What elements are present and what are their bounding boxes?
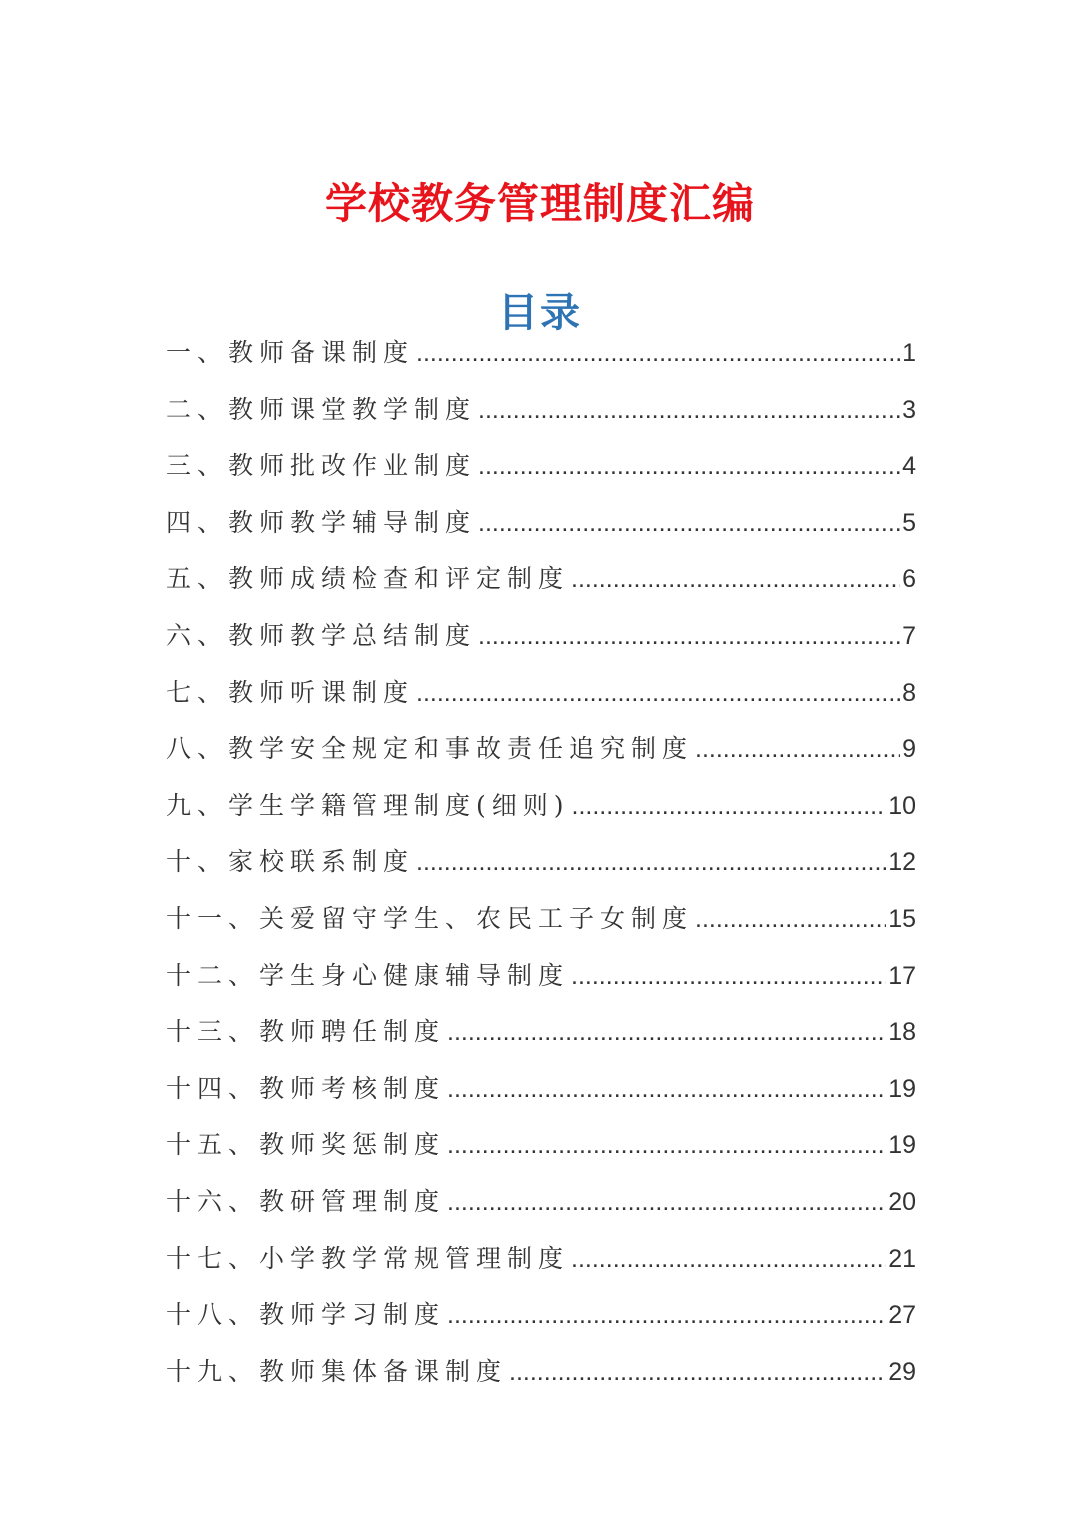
toc-entry[interactable] [166,665,916,722]
toc-entry[interactable] [166,1231,916,1288]
toc-entry-page: 6 [902,565,916,594]
toc-dot-leader [447,1004,886,1060]
toc-dot-leader [447,1174,886,1230]
toc-dot-leader [571,1231,886,1287]
toc-dot-leader [416,834,886,890]
toc-dot-leader [695,721,900,777]
toc-dot-leader [695,891,886,947]
toc-entry[interactable] [166,608,916,665]
document-title: 学校教务管理制度汇编 [324,179,755,229]
toc-entry-page: 20 [888,1187,916,1216]
toc-entry[interactable] [166,438,916,495]
toc-entry-label: 十六、教研管理制度 [166,1186,446,1216]
toc-entry-label: 十七、小学教学常规管理制度 [166,1243,570,1273]
toc-entry-label: 十八、教师学习制度 [166,1300,446,1330]
toc-entry-label: 十一、关爱留守学生、农民工子女制度 [166,903,694,933]
toc-entry-label: 十四、教师考核制度 [166,1073,446,1103]
toc-entry-page: 29 [888,1357,916,1386]
toc-entry-label: 二、教师课堂教学制度 [166,394,477,424]
toc-entry-page: 9 [902,735,916,764]
toc-entry-page: 21 [888,1244,916,1273]
toc-entry[interactable] [166,721,916,778]
toc-entry[interactable] [166,495,916,552]
toc-entry-label: 十五、教师奖惩制度 [166,1130,446,1160]
toc-entry-page: 3 [902,395,916,424]
toc-entry[interactable] [166,325,916,382]
toc-entry-label: 九、学生学籍管理制度(细则) [166,790,570,820]
toc-entry-page: 15 [888,904,916,933]
toc-entry[interactable] [166,778,916,835]
toc-dot-leader [416,325,900,381]
toc-entry-label: 十、家校联系制度 [166,847,415,877]
toc-dot-leader [571,948,886,1004]
toc-entry-page: 1 [902,339,916,367]
toc-entry[interactable] [166,1061,916,1118]
toc-entry-label: 一、教师备课制度 [166,338,415,367]
toc-entry-page: 18 [888,1018,916,1047]
toc-entry-page: 10 [888,791,916,820]
toc-dot-leader [416,665,900,721]
toc-dot-leader [447,1287,886,1343]
toc-entry[interactable] [166,551,916,608]
toc-entry[interactable] [166,1344,916,1401]
toc-entry-page: 17 [888,961,916,990]
toc-entry-page: 19 [888,1074,916,1103]
toc-dot-leader [447,1061,886,1117]
toc-entry[interactable] [166,1174,916,1231]
toc-dot-leader [478,495,900,551]
toc-entry[interactable] [166,1117,916,1174]
toc-dot-leader [572,778,887,834]
toc-entry[interactable] [166,1287,916,1344]
toc-dot-leader [571,551,900,607]
table-of-contents [166,325,916,1400]
toc-entry-page: 5 [902,508,916,537]
toc-entry-page: 4 [902,452,916,481]
toc-dot-leader [478,382,900,438]
toc-entry-label: 十九、教师集体备课制度 [166,1356,508,1386]
toc-entry-page: 19 [888,1131,916,1160]
toc-entry-page: 8 [902,678,916,707]
toc-dot-leader [478,608,900,664]
toc-entry-page: 7 [902,621,916,650]
toc-dot-leader [509,1344,886,1400]
toc-heading: 目录 [498,290,582,337]
toc-entry-label: 六、教师教学总结制度 [166,620,477,650]
toc-entry-label: 五、教师成绩检查和评定制度 [166,564,570,594]
toc-entry[interactable] [166,891,916,948]
toc-entry[interactable] [166,1004,916,1061]
toc-entry[interactable] [166,834,916,891]
toc-dot-leader [447,1117,886,1173]
toc-entry-label: 三、教师批改作业制度 [166,451,477,481]
toc-entry[interactable] [166,382,916,439]
toc-entry-label: 四、教师教学辅导制度 [166,507,477,537]
toc-entry-page: 27 [888,1301,916,1330]
toc-entry-label: 十三、教师聘任制度 [166,1017,446,1047]
toc-dot-leader [478,438,900,494]
toc-entry-label: 七、教师听课制度 [166,677,415,707]
toc-entry[interactable] [166,948,916,1005]
toc-entry-page: 12 [888,848,916,877]
toc-entry-label: 十二、学生身心健康辅导制度 [166,960,570,990]
toc-entry-label: 八、教学安全规定和事故责任追究制度 [166,734,694,764]
